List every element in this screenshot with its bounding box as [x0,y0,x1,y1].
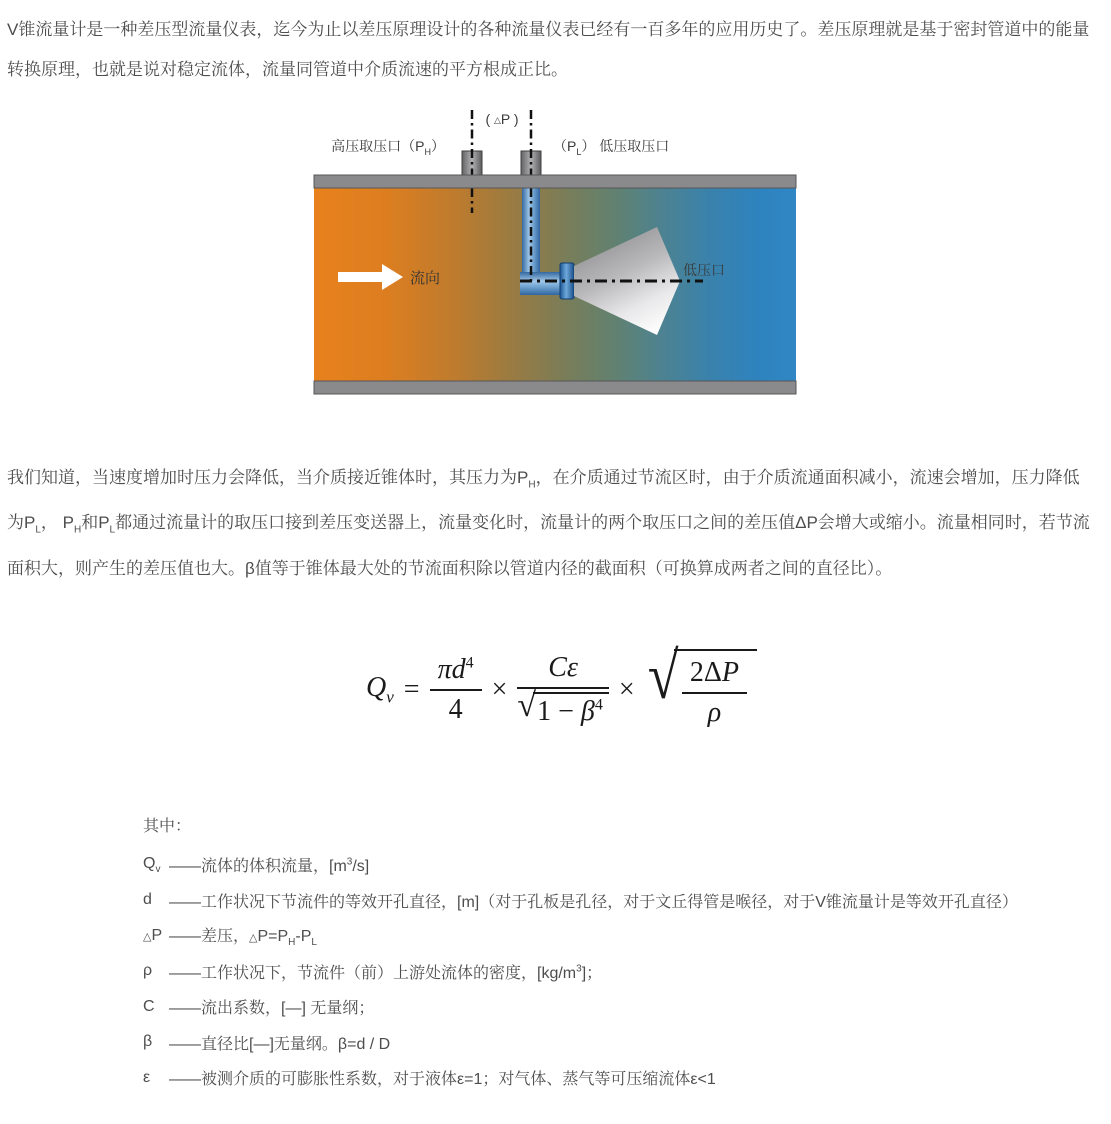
pipe-wall-top [314,175,796,188]
diagram-canvas [300,105,800,405]
symbol: d [143,891,152,909]
body-line-1: 我们知道，当速度增加时压力会降低，当介质接近锥体时，其压力为$P_H$，在介质通过节流区时，由于介质流通面积减小，流速会增加，压力降低 [7,468,1080,491]
delta-p-label: ( △P ) [485,111,519,127]
intro-line-2: 转换原理，也就是说对稳定流体，流量同管道中介质流速的平方根成正比。 [7,60,568,79]
body-line-2: 为$P_L$， $P_H$和$P_L$都通过流量计的取压口接到差压变送器上，流量变化时，流量计的两个取压口之间的差压值ΔP会增大或缩小。流量相同时，若节流 [7,513,1090,536]
definition-text: ——工作状况下节流件的等效开孔直径，[m]（对于孔板是孔径，对于文丘得管是喉径，对于V锥流量计是等效开孔直径） [169,893,1018,911]
definitions-heading: 其中： [143,818,192,835]
flow-equation [0,638,1111,742]
symbol: β [143,1033,153,1051]
vcone-flowmeter-diagram [300,105,800,405]
definition-row [143,1060,1018,1096]
definition-text: ——流出系数，[—] 无量纲； [169,1000,375,1018]
definition-text: ——工作状况下，节流件（前）上游处流体的密度，$[kg/m^3]$； [169,963,603,982]
definition-text: ——流体的体积流量，$[m^3/s]$ [169,856,370,876]
equation-row [366,639,757,731]
definition-row [143,954,1018,990]
body-paragraph [7,459,1111,588]
symbol: $Q_v$ [143,854,161,875]
symbol-definitions [143,817,1018,1096]
body-line-3: 面积大，则产生的差压值也大。β值等于锥体最大处的节流面积除以管道内径的截面积（可换算成两者之间的直径比）。 [7,558,893,578]
definition-row [143,989,1018,1025]
symbol: ε [143,1068,151,1086]
fraction-ce-over-root: Cε √ $1 - \beta^4$ [517,652,608,728]
flow-direction-label: 流向 [410,270,441,287]
definition-row [143,847,1018,883]
symbol: C [143,997,155,1015]
times-sign-2: × [618,674,635,705]
high-pressure-tap-label: 高压取压口$(P_H)$ [331,138,445,157]
sqrt-two-dp-over-rho: √ $\frac{2\Delta P}{\rho}$ [645,649,757,731]
definition-row [143,1025,1018,1061]
definition-text: ——直径比[—]无量纲。β=d / D [169,1035,391,1053]
qv-term: $Q_v$ [366,672,394,707]
pipe-wall-bottom [314,381,796,394]
symbol: ρ [143,962,153,980]
intro-paragraph [7,10,1111,90]
definition-row [143,918,1018,954]
times-sign: × [491,674,508,705]
low-pressure-tap-label: $(P_L)$ 低压取压口 [553,138,670,157]
equals-sign: = [403,674,420,705]
sqrt-one-minus-beta4: √ $1 - \beta^4$ [517,692,608,728]
low-pressure-port-label: 低压口 [683,262,725,278]
definition-row [143,883,1018,919]
definition-text: ——差压，$\triangle P=P_H-P_L$ [169,928,317,949]
fraction-pi-d4-over-4: $\frac{\pi d^4}{4}$ [430,654,482,726]
symbol: △P [143,926,163,944]
definition-text: ——被测介质的可膨胀性系数，对于液体ε=1；对气体、蒸气等可压缩流体ε<1 [169,1071,716,1089]
intro-line-1: V锥流量计是一种差压型流量仪表，迄今为止以差压原理设计的各种流量仪表已经有一百多年的应用历史了。差压原理就是基于密封管道中的能量 [7,20,1090,39]
